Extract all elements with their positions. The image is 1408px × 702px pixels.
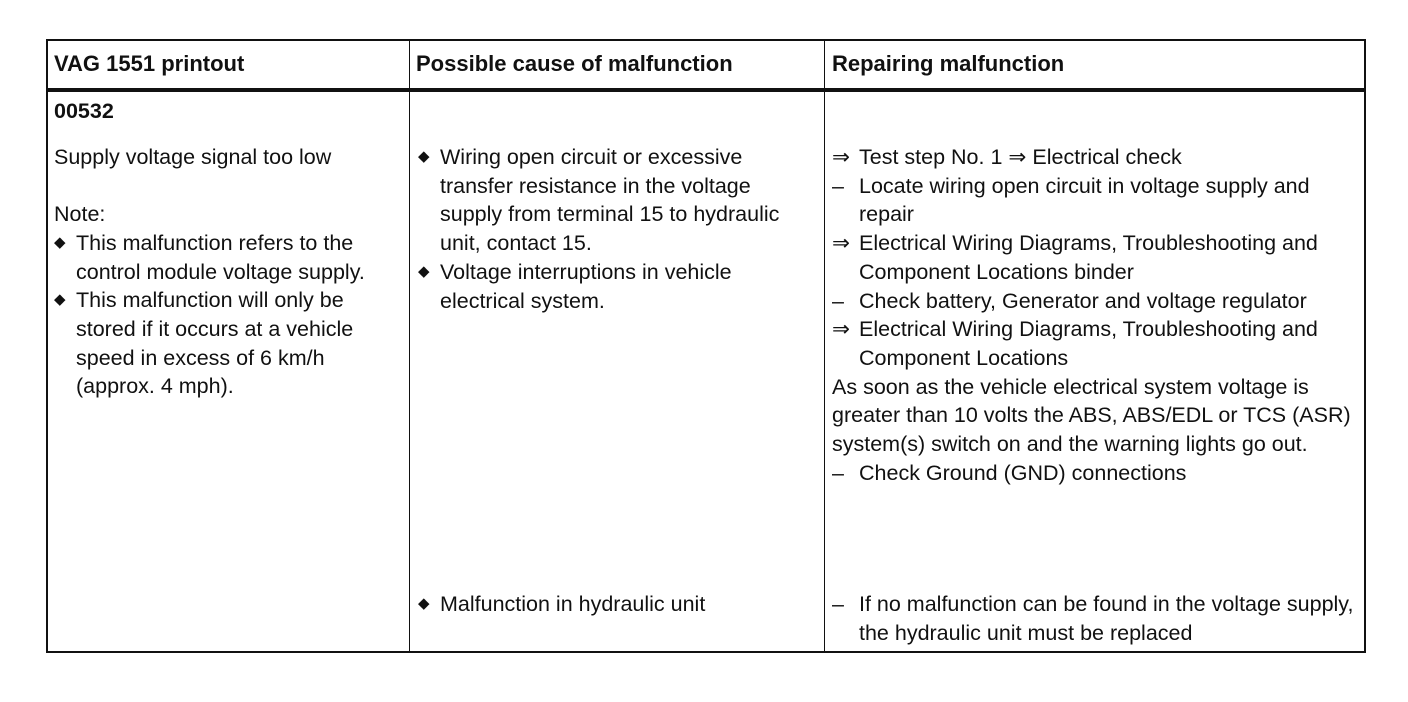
fault-title: Supply voltage signal too low	[54, 144, 332, 169]
cause-item: ◆ Voltage interruptions in vehicle electrical system.	[418, 259, 732, 313]
note-item: ◆ This malfunction will only be stored if it occurs at a vehicle speed in excess of 6 km/h (approx. 4 mph).	[54, 288, 354, 399]
dash-marker: –	[832, 173, 844, 198]
header-printout: VAG 1551 printout	[54, 51, 245, 76]
repair-item: ⇒ Electrical Wiring Diagrams, Troubleshooting and Component Locations binder	[832, 231, 1318, 284]
repair-item: ⇒ Test step No. 1 ⇒ Electrical check	[832, 143, 1357, 172]
dash-marker: –	[832, 592, 844, 616]
repair-cell-second	[832, 590, 1357, 647]
repair-note: As soon as the vehicle electrical system voltage is greater than 10 volts the ABS, ABS/EDL or TCS (ASR) system(s) switch on and the warning lights go out.	[832, 374, 1351, 457]
arrow-right-icon: ⇒	[832, 145, 851, 169]
repair-item: – Check Ground (GND) connections	[832, 459, 1357, 488]
header-repair: Repairing malfunction	[832, 51, 1065, 76]
bullet-diamond-icon: ◆	[54, 233, 66, 251]
cause-cell-second	[418, 590, 813, 619]
fault-code: 00532	[54, 99, 114, 123]
arrow-right-icon: ⇒	[832, 317, 851, 342]
arrow-right-icon: ⇒	[832, 231, 851, 256]
header-divider-bottom	[48, 90, 1364, 92]
repair-item: ⇒ Electrical Wiring Diagrams, Troubleshooting and Component Locations	[832, 317, 1318, 370]
bullet-diamond-icon: ◆	[54, 291, 66, 309]
bullet-diamond-icon: ◆	[418, 262, 430, 280]
repair-cell	[832, 143, 1357, 487]
bullet-diamond-icon: ◆	[418, 148, 430, 165]
column-divider-1	[409, 41, 410, 651]
bullet-diamond-icon: ◆	[418, 595, 430, 612]
printout-cell	[54, 97, 399, 401]
note-label: Note:	[54, 202, 106, 227]
repair-item: – If no malfunction can be found in the voltage supply, the hydraulic unit must be replaced	[832, 592, 1354, 645]
header-cause: Possible cause of malfunction	[416, 51, 733, 76]
repair-item: – Locate wiring open circuit in voltage supply and repair	[832, 173, 1310, 227]
cause-item: ◆ Malfunction in hydraulic unit	[418, 590, 813, 619]
malfunction-table	[46, 39, 1366, 653]
cause-cell	[418, 143, 813, 315]
dash-marker: –	[832, 460, 844, 485]
dash-marker: –	[832, 288, 844, 313]
repair-item: – Check battery, Generator and voltage regulator	[832, 287, 1357, 316]
column-divider-2	[824, 41, 825, 651]
note-item: ◆ This malfunction refers to the control module voltage supply.	[54, 230, 365, 284]
cause-item: ◆ Wiring open circuit or excessive transfer resistance in the voltage supply from terminal 15 to hydraulic unit, contact 15.	[418, 145, 780, 256]
